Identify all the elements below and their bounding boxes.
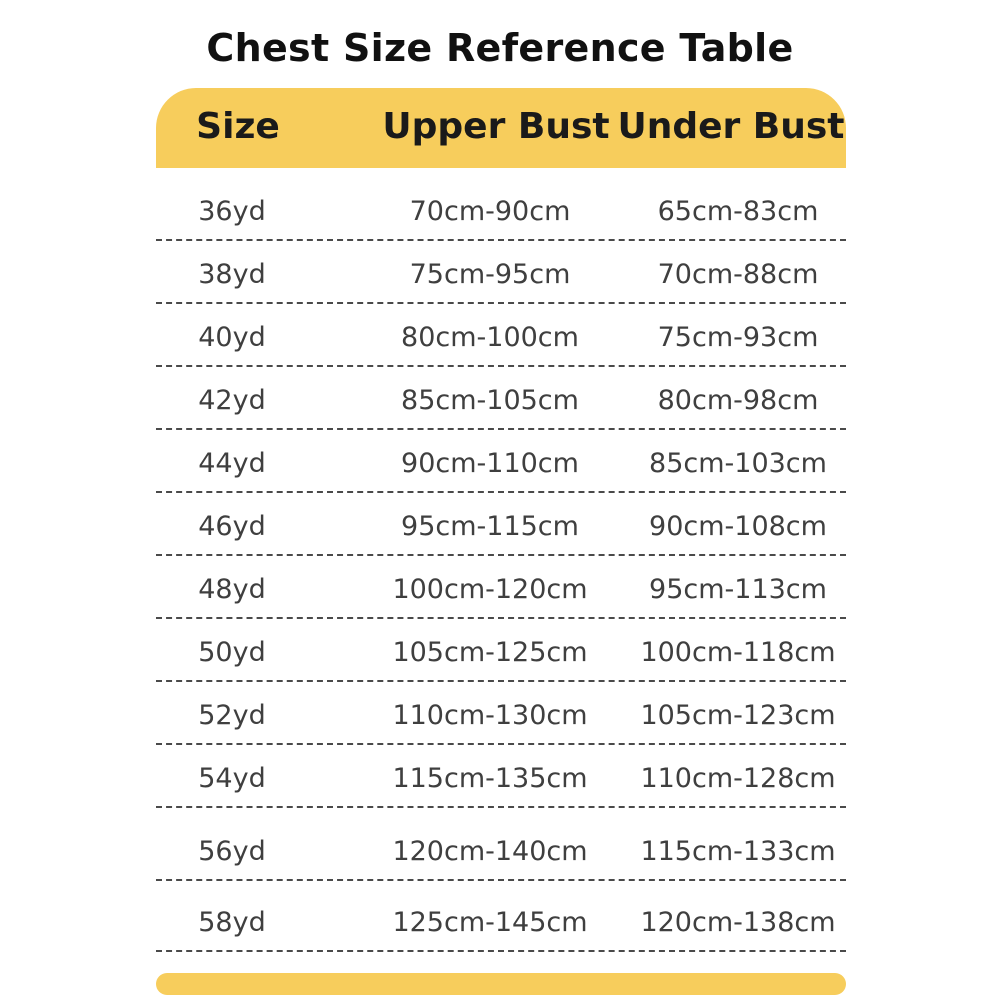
cell-size: 54yd [198, 763, 266, 794]
table-row [156, 430, 846, 493]
cell-upper-bust: 110cm-130cm [392, 700, 588, 731]
cell-upper-bust: 80cm-100cm [401, 322, 579, 353]
cell-upper-bust: 115cm-135cm [392, 763, 588, 794]
cell-size: 58yd [198, 907, 266, 938]
cell-upper-bust: 105cm-125cm [392, 637, 588, 668]
cell-size: 48yd [198, 574, 266, 605]
cell-size: 36yd [198, 196, 266, 227]
cell-size: 46yd [198, 511, 266, 542]
table-row [156, 241, 846, 304]
row-divider [156, 950, 846, 952]
column-header-upper-bust: Upper Bust [382, 106, 610, 147]
cell-under-bust: 75cm-93cm [657, 322, 819, 353]
cell-upper-bust: 120cm-140cm [392, 836, 588, 867]
table-row [156, 178, 846, 241]
cell-under-bust: 110cm-128cm [640, 763, 836, 794]
table-row [156, 745, 846, 808]
table-row [156, 493, 846, 556]
cell-under-bust: 85cm-103cm [649, 448, 827, 479]
cell-size: 42yd [198, 385, 266, 416]
table-row [156, 304, 846, 367]
cell-size: 52yd [198, 700, 266, 731]
cell-size: 44yd [198, 448, 266, 479]
cell-size: 50yd [198, 637, 266, 668]
cell-size: 40yd [198, 322, 266, 353]
cell-upper-bust: 90cm-110cm [401, 448, 579, 479]
cell-under-bust: 120cm-138cm [640, 907, 836, 938]
table-footer-band [156, 973, 846, 995]
cell-under-bust: 100cm-118cm [640, 637, 836, 668]
cell-under-bust: 95cm-113cm [649, 574, 827, 605]
table-row [156, 818, 846, 881]
cell-upper-bust: 75cm-95cm [409, 259, 571, 290]
cell-under-bust: 105cm-123cm [640, 700, 836, 731]
row-divider [156, 806, 846, 808]
cell-size: 38yd [198, 259, 266, 290]
cell-under-bust: 115cm-133cm [640, 836, 836, 867]
cell-under-bust: 70cm-88cm [657, 259, 819, 290]
cell-size: 56yd [198, 836, 266, 867]
page-title: Chest Size Reference Table [206, 26, 794, 70]
cell-upper-bust: 95cm-115cm [401, 511, 579, 542]
table-row [156, 619, 846, 682]
table-row [156, 367, 846, 430]
cell-upper-bust: 85cm-105cm [401, 385, 579, 416]
cell-upper-bust: 100cm-120cm [392, 574, 588, 605]
cell-under-bust: 90cm-108cm [649, 511, 827, 542]
table-row [156, 682, 846, 745]
column-header-size: Size [196, 106, 280, 147]
cell-upper-bust: 70cm-90cm [409, 196, 571, 227]
cell-under-bust: 80cm-98cm [657, 385, 819, 416]
cell-under-bust: 65cm-83cm [657, 196, 819, 227]
table-row [156, 889, 846, 952]
table-row [156, 556, 846, 619]
column-header-under-bust: Under Bust [617, 106, 845, 147]
row-divider [156, 879, 846, 881]
cell-upper-bust: 125cm-145cm [392, 907, 588, 938]
